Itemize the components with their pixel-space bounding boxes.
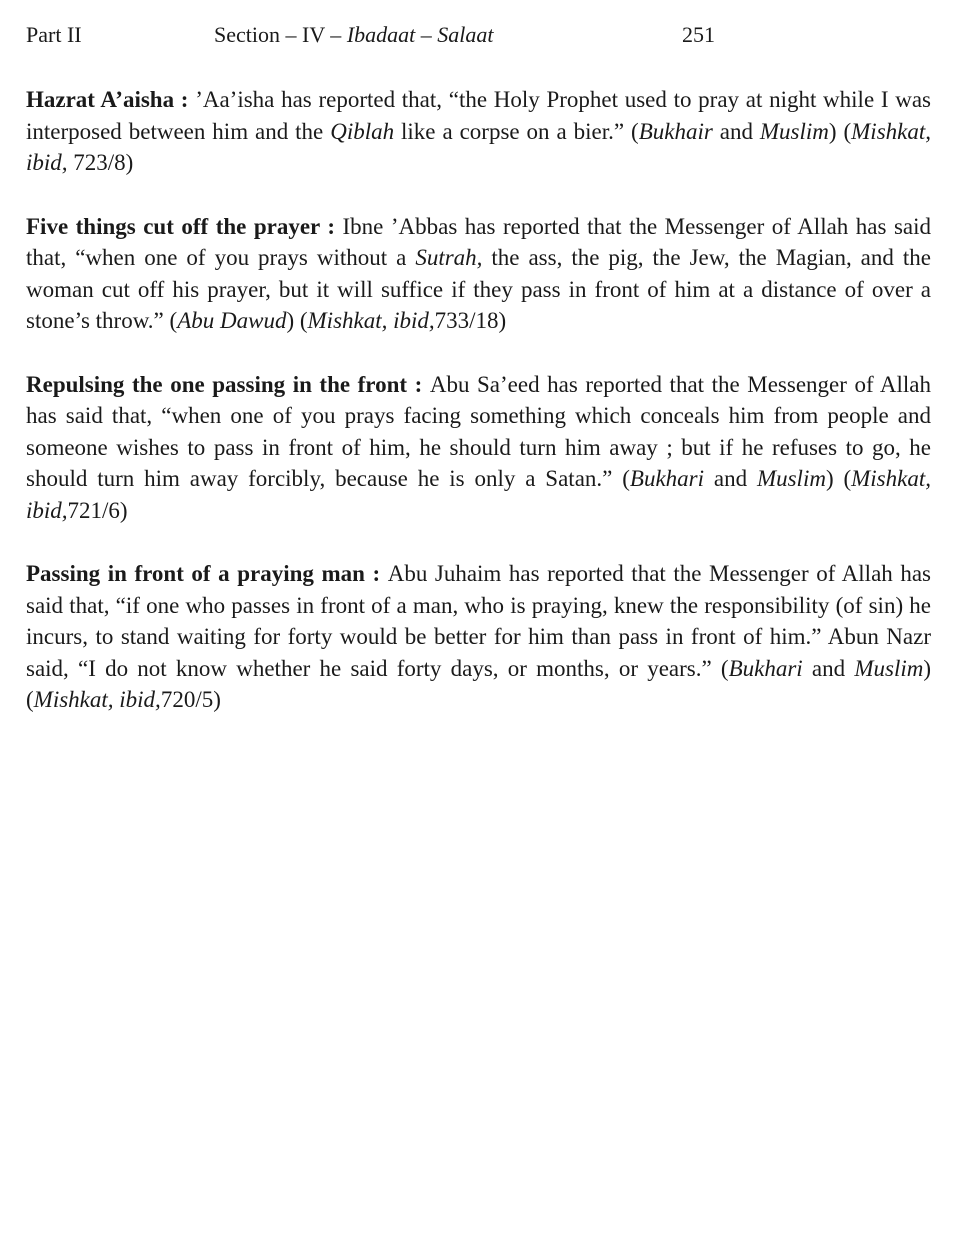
- text-run-italic: Muslim: [756, 466, 826, 491]
- text-run-italic: Mishkat, ibid,: [26, 118, 931, 175]
- text-run: 721/6): [67, 497, 128, 523]
- text-run-italic: Bukhair: [638, 118, 713, 144]
- text-run-italic: Muslim: [854, 655, 924, 681]
- text-run-italic: Bukhari: [728, 655, 803, 681]
- text-run: like a corpse on a bier.” (: [394, 118, 639, 144]
- document-page: [26, 18, 931, 716]
- text-run: ) (: [26, 655, 931, 712]
- text-run: 733/18): [434, 308, 507, 333]
- text-run: and: [704, 466, 757, 491]
- text-run-italic: Bukhari: [629, 466, 704, 491]
- text-run: ) (: [286, 308, 308, 333]
- text-run: 720/5): [160, 687, 221, 712]
- header-section: [214, 18, 493, 52]
- text-run: and: [712, 118, 760, 144]
- text-run-italic: Mishkat, ibid,: [307, 308, 435, 333]
- paragraph: [26, 84, 931, 179]
- text-run: ) (: [828, 118, 852, 144]
- paragraph-heading: Repulsing the one passing in the front :: [26, 371, 430, 397]
- paragraph: [26, 369, 931, 527]
- text-run: and: [802, 655, 855, 681]
- paragraph: [26, 211, 931, 337]
- header-section-prefix: Section – IV –: [214, 22, 347, 47]
- text-run-italic: Muslim: [759, 118, 829, 144]
- text-run-italic: Mishkat, ibid,: [26, 466, 931, 523]
- header-section-italic: Ibadaat – Salaat: [346, 22, 494, 47]
- text-run: ’Aa’isha has reported that, “the Holy Prophet used to pray at night while I was interposed between him and the: [26, 87, 931, 144]
- text-run: Abu Sa’eed has reported that the Messenger of Allah has said that, “when one of you prays facing something which conceals him from people and someone wishes to pass in front of him, he should turn him away ; but if he refuses to go, he should turn him away forcibly, because he is only a Satan.” (: [26, 371, 931, 491]
- paragraph-heading: Five things cut off the prayer :: [26, 213, 343, 239]
- text-run: Ibne ’Abbas has reported that the Messenger of Allah has said that, “when one of you prays without a: [26, 213, 931, 270]
- paragraph: [26, 558, 931, 716]
- paragraph-heading: Hazrat A’aisha :: [26, 87, 196, 112]
- header-page-number: 251: [682, 22, 715, 47]
- text-run-italic: Mishkat, ibid,: [33, 687, 161, 712]
- text-run: ) (: [825, 466, 852, 491]
- header-part: Part II: [26, 22, 82, 47]
- text-run: the ass, the pig, the Jew, the Magian, and the woman cut off his prayer, but it will suffice if they pass in front of him at a distance of over a stone’s throw.” (: [26, 245, 931, 333]
- paragraph-heading: Passing in front of a praying man :: [26, 561, 388, 586]
- text-run-italic: Sutrah,: [415, 245, 483, 270]
- text-run: Abu Juhaim has reported that the Messenger of Allah has said that, “if one who passes in front of a man, who is praying, knew the responsibility (of sin) he incurs, to stand waiting for forty would be better for him than pass in front of him.” Abun Nazr said, “I do not know whether he said forty days, or months, or years.” (: [26, 561, 931, 681]
- page-header: [26, 18, 931, 52]
- text-run-italic: Qiblah: [330, 118, 395, 144]
- text-run-italic: Abu Dawud: [177, 308, 287, 333]
- text-run: 723/8): [67, 150, 134, 175]
